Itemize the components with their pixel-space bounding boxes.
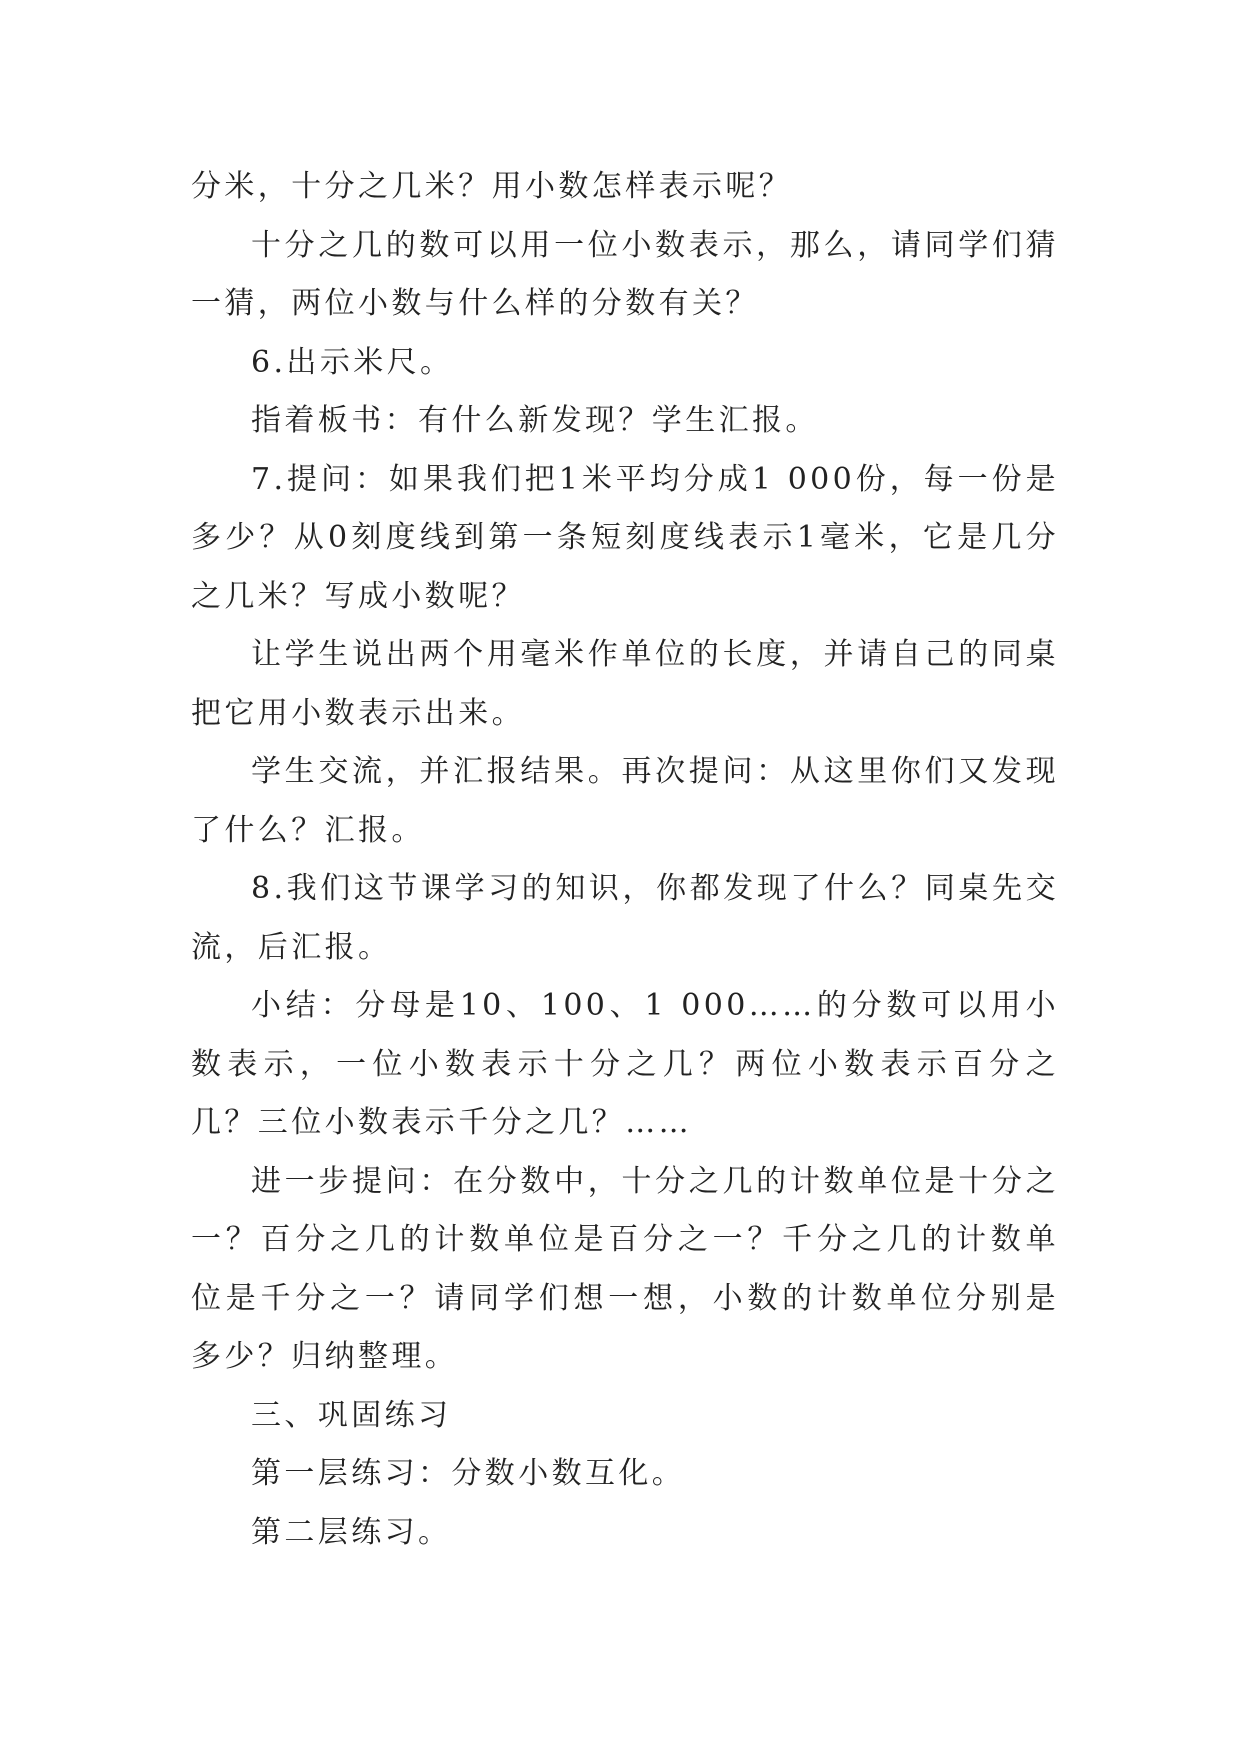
paragraph-10: 进一步提问：在分数中，十分之几的计数单位是十分之一？百分之几的计数单位是百分之一？千分之几的计数单位是千分之一？请同学们想一想，小数的计数单位分别是多少？归纳整理。 — [191, 1163, 1059, 1374]
paragraph-12: 第一层练习：分数小数互化。 — [251, 1456, 686, 1491]
paragraph-4: 指着板书：有什么新发现？学生汇报。 — [251, 403, 819, 438]
paragraph-3: 6.出示米尺。 — [251, 344, 454, 380]
paragraph-5: 7.提问：如果我们把1米平均分成1 000份，每一份是多少？从0刻度线到第一条短刻度线表示1毫米，它是几分之几米？写成小数呢？ — [191, 461, 1059, 614]
section-heading: 三、巩固练习 — [251, 1397, 452, 1433]
paragraph-2: 十分之几的数可以用一位小数表示，那么，请同学们猜一猜，两位小数与什么样的分数有关？ — [191, 227, 1059, 321]
paragraph-8: 8.我们这节课学习的知识，你都发现了什么？同桌先交流，后汇报。 — [191, 871, 1059, 965]
paragraph-7: 学生交流，并汇报结果。再次提问：从这里你们又发现了什么？汇报。 — [191, 754, 1059, 848]
document-page — [191, 158, 1059, 1562]
paragraph-13: 第二层练习。 — [251, 1514, 452, 1550]
paragraph-1: 分米，十分之几米？用小数怎样表示呢？ — [191, 169, 793, 204]
paragraph-6: 让学生说出两个用毫米作单位的长度，并请自己的同桌把它用小数表示出来。 — [191, 637, 1059, 731]
paragraph-9: 小结：分母是10、100、1 000……的分数可以用小数表示，一位小数表示十分之几？两位小数表示百分之几？三位小数表示千分之几？…… — [191, 988, 1059, 1140]
